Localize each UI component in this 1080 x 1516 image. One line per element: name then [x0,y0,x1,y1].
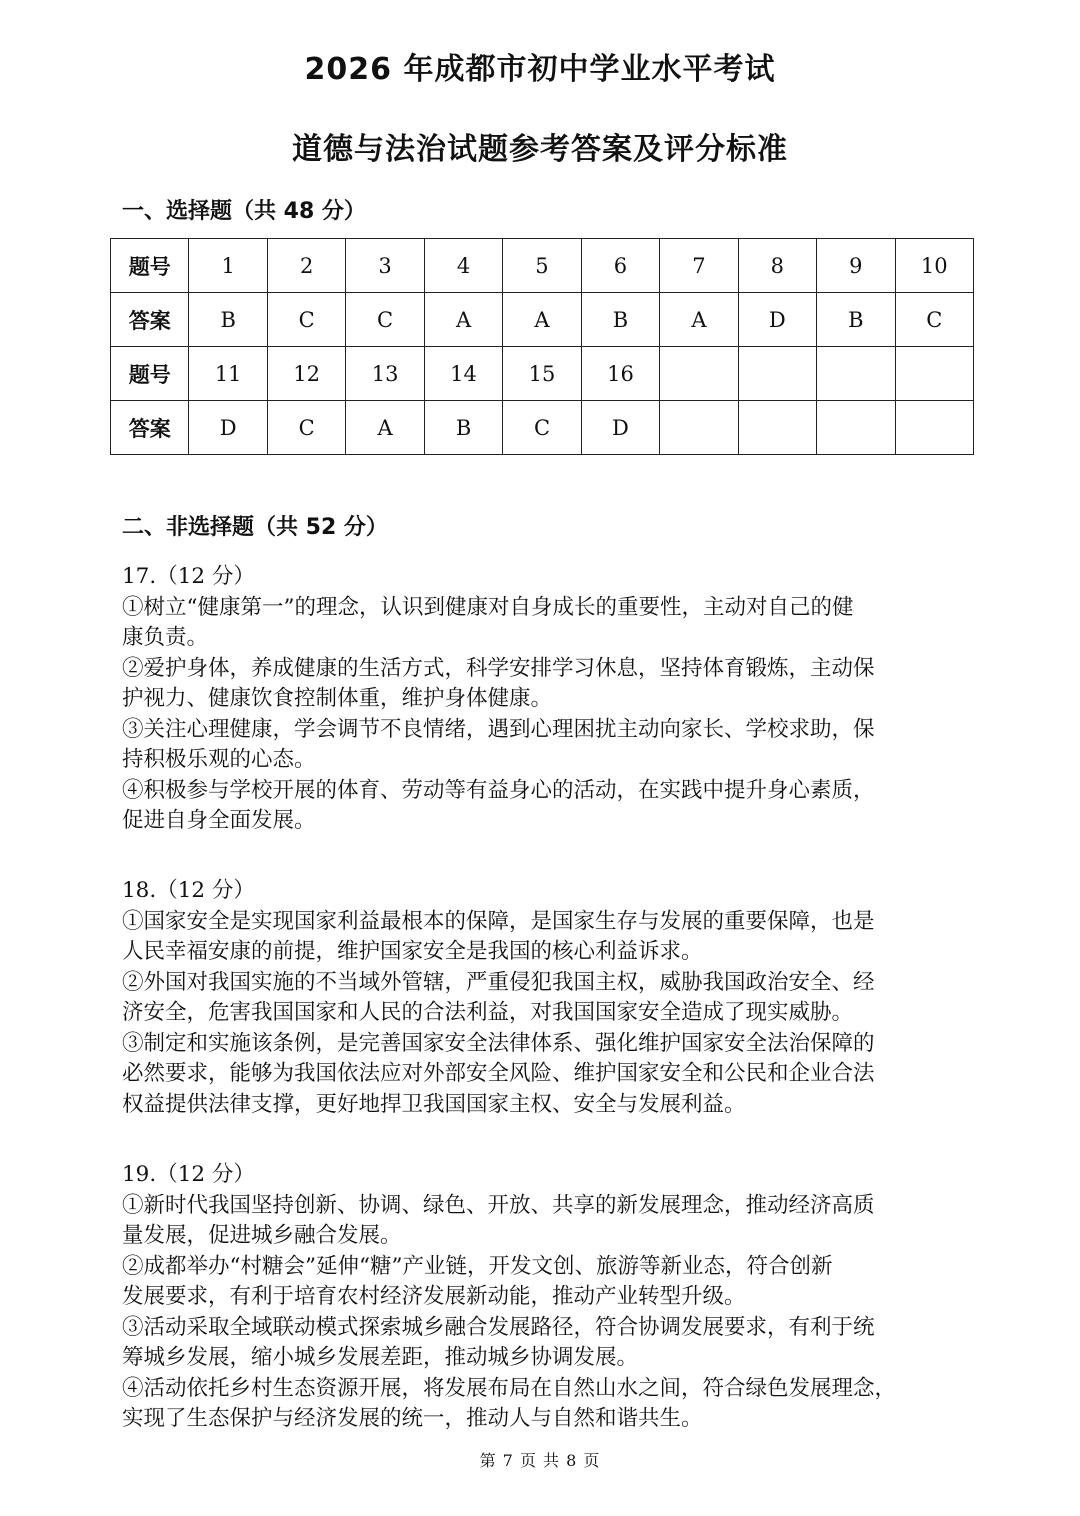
question-number-cell: 12 [267,347,345,401]
answer-table [110,238,974,455]
answer-cell: A [346,401,424,455]
answer-cell: A [503,293,581,347]
answer-line: 权益提供法律支撑，更好地捍卫我国国家主权、安全与发展利益。 [122,1091,746,1117]
question-label: 17.（12 分） [122,564,255,589]
answer-cell [738,401,816,455]
question-number-cell: 16 [581,347,659,401]
page-subtitle: 道德与法治试题参考答案及评分标准 [292,132,788,167]
answer-line: 康负责。 [122,625,209,650]
question-19 [122,1160,972,1435]
question-17 [122,562,972,837]
answer-line: ①新时代我国坚持创新、协调、绿色、开放、共享的新发展理念，推动经济高质 [122,1192,875,1218]
answer-line: 实现了生态保护与经济发展的统一，推动人与自然和谐共生。 [122,1406,703,1431]
question-number-cell: 13 [346,347,424,401]
answer-line: ③活动采取全域联动模式探索城乡融合发展路径，符合协调发展要求，有利于统 [122,1314,875,1340]
answer-cell: A [424,293,502,347]
question-number-cell [817,347,895,401]
answer-line: ②成都举办“村糖会”延伸“糖”产业链，开发文创、旅游等新业态，符合创新 [122,1253,833,1279]
question-number-cell: 7 [660,239,738,293]
answer-line: ②外国对我国实施的不当域外管辖，严重侵犯我国主权，威胁我国政治安全、经 [122,969,875,995]
question-number-cell: 3 [346,239,424,293]
answer-line: 济安全，危害我国国家和人民的合法利益，对我国国家安全造成了现实威胁。 [122,1000,854,1025]
answer-line: ①树立“健康第一”的理念，认识到健康对自身成长的重要性，主动对自己的健 [122,594,854,620]
answer-cell: B [424,401,502,455]
answer-cell: D [738,293,816,347]
question-number-cell [660,347,738,401]
question-number-cell: 8 [738,239,816,293]
answer-cell: C [346,293,424,347]
answer-line: ③关注心理健康，学会调节不良情绪，遇到心理困扰主动向家长、学校求助，保 [122,716,875,742]
answer-cell [817,401,895,455]
page-footer: 第 7 页 共 8 页 [479,1451,601,1470]
answer-line: ③制定和实施该条例，是完善国家安全法律体系、强化维护国家安全法治保障的 [122,1030,875,1056]
answer-line: ④活动依托乡村生态资源开展，将发展布局在自然山水之间，符合绿色发展理念， [122,1375,897,1401]
answer-cell: B [817,293,895,347]
question-number-cell: 11 [189,347,267,401]
answer-cell: D [189,401,267,455]
question-number-cell: 14 [424,347,502,401]
question-label: 19.（12 分） [122,1162,255,1187]
question-number-cell: 5 [503,239,581,293]
answer-line: 必然要求，能够为我国依法应对外部安全风险、维护国家安全和公民和企业合法 [122,1061,875,1086]
answer-cell [660,401,738,455]
answer-cell: D [581,401,659,455]
row-label: 答案 [111,293,189,347]
table-row [111,347,974,401]
answer-line: ②爱护身体，养成健康的生活方式，科学安排学习休息，坚持体育锻炼，主动保 [122,655,875,681]
answer-cell: C [503,401,581,455]
answer-cell: B [581,293,659,347]
table-row [111,401,974,455]
row-label: 题号 [111,347,189,401]
row-label: 答案 [111,401,189,455]
question-number-cell: 4 [424,239,502,293]
answer-line: ①国家安全是实现国家利益最根本的保障，是国家生存与发展的重要保障，也是 [122,908,875,934]
answer-line: 人民幸福安康的前提，维护国家安全是我国的核心利益诉求。 [122,939,703,964]
answer-line: 筹城乡发展，缩小城乡发展差距，推动城乡协调发展。 [122,1345,639,1370]
page-title: 2026 年成都市初中学业水平考试 [304,52,776,87]
question-label: 18.（12 分） [122,878,255,903]
question-number-cell [895,347,973,401]
answer-line: 量发展，促进城乡融合发展。 [122,1223,402,1248]
question-number-cell: 6 [581,239,659,293]
answer-cell: C [267,401,345,455]
answer-cell [895,401,973,455]
question-number-cell: 15 [503,347,581,401]
question-18 [122,876,972,1120]
answer-line: ④积极参与学校开展的体育、劳动等有益身心的活动，在实践中提升身心素质， [122,777,875,803]
answer-line: 促进自身全面发展。 [122,808,316,833]
answer-line: 持积极乐观的心态。 [122,747,316,772]
question-number-cell: 1 [189,239,267,293]
answer-line: 发展要求，有利于培育农村经济发展新动能，推动产业转型升级。 [122,1284,746,1309]
answer-cell: C [895,293,973,347]
question-number-cell: 10 [895,239,973,293]
answer-cell: A [660,293,738,347]
section-heading-choice: 一、选择题（共 48 分） [122,199,366,224]
answer-line: 护视力、健康饮食控制体重，维护身体健康。 [122,686,553,711]
answer-cell: B [189,293,267,347]
section-heading-nonchoice: 二、非选择题（共 52 分） [122,515,388,540]
table-row [111,239,974,293]
table-row [111,293,974,347]
question-number-cell: 2 [267,239,345,293]
question-number-cell: 9 [817,239,895,293]
question-number-cell [738,347,816,401]
answer-cell: C [267,293,345,347]
row-label: 题号 [111,239,189,293]
